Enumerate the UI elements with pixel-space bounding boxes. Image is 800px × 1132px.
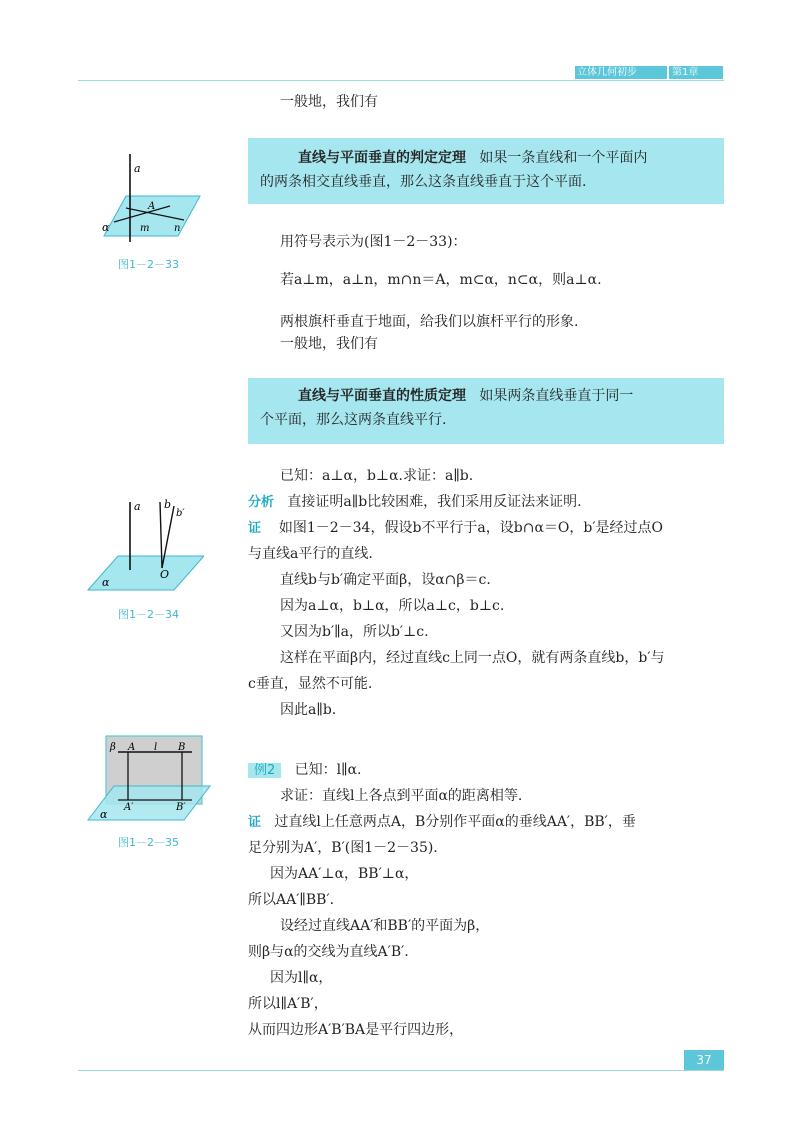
example-2-proof-label: 证 [248, 815, 262, 830]
label-beta: β [110, 742, 116, 753]
label-O: O [160, 568, 170, 581]
figure-1-2-33-caption: 图1－2－33 [118, 258, 179, 271]
label-l: l [154, 742, 158, 753]
theorem-2-title: 直线与平面垂直的性质定理 [298, 388, 466, 404]
example-2-badge: 例2 [248, 763, 281, 778]
label-B-prime: B′ [176, 802, 186, 813]
theorem-1-text: 如果一条直线和一个平面内 [479, 150, 648, 166]
symbols-intro: 用符号表示为(图1－2－33)： [280, 234, 467, 250]
intro-text-2: 一般地，我们有 [280, 336, 378, 352]
theorem-2-text: 如果两条直线垂直于同一 [479, 388, 634, 404]
proof-text-1: 如图1－2－34，假设b不平行于a，设b∩α＝O，b′是经过点O [278, 520, 664, 536]
footer-rule [78, 1070, 724, 1071]
example-2-line-6: 则β与α的交线为直线A′B′. [248, 944, 409, 960]
figure-1-2-33 [84, 150, 204, 250]
header-separator [667, 66, 669, 79]
theorem-1-line2: 的两条相交直线垂直，那么这条直线垂直于这个平面. [260, 174, 587, 190]
proof-line-4: 因为a⊥α，b⊥α，所以a⊥c，b⊥c. [280, 598, 505, 614]
example-2-text-1: 过直线l上任意两点A，B分别作平面α的垂线AA′，BB′，垂 [274, 814, 636, 830]
label-b-prime: b′ [176, 508, 185, 519]
proof-line-7: c垂直，显然不可能. [248, 676, 373, 692]
proof-line-3: 直线b与b′确定平面β，设α∩β＝c. [280, 572, 491, 588]
theorem-1-title: 直线与平面垂直的判定定理 [298, 150, 466, 166]
example-2-claim: 求证：直线l上各点到平面α的距离相等. [280, 788, 523, 804]
example-2-line-5: 设经过直线AA′和BB′的平面为β， [280, 918, 490, 934]
theorem-1-line1 [298, 148, 647, 168]
example-2-line-1 [248, 812, 636, 833]
label-a: a [134, 500, 141, 513]
header-chapter: 第1章 [672, 67, 699, 78]
header-section-title: 立体几何初步 [577, 67, 637, 78]
example-2-line-4: 所以AA′∥BB′. [248, 892, 335, 908]
figure-1-2-35-caption: 图1－2－35 [118, 836, 179, 849]
label-A: A [128, 742, 136, 753]
label-alpha: α [102, 221, 110, 234]
proof-given: 已知：a⊥α，b⊥α.求证：a∥b. [280, 468, 474, 484]
figure-1-2-34 [84, 494, 204, 594]
example-2-line-7: 因为l∥α， [270, 970, 333, 986]
proof-line-8: 因此a∥b. [280, 702, 337, 718]
label-a: a [134, 162, 141, 175]
symbols-line: 若a⊥m，a⊥n，m∩n＝A，m⊂α，n⊂α，则a⊥α. [280, 272, 602, 288]
theorem-2-line1 [298, 386, 633, 406]
page-number: 37 [684, 1050, 724, 1070]
theorem-box-2 [248, 378, 724, 444]
label-alpha: α [100, 808, 108, 821]
theorem-box-1 [248, 138, 724, 204]
example-2-line-2: 足分别为A′，B′(图1－2－35). [248, 840, 438, 856]
figure-1-2-34-caption: 图1－2－34 [118, 608, 179, 621]
intro-text-1: 一般地，我们有 [280, 94, 378, 110]
label-b: b [164, 498, 172, 511]
proof-line-2: 与直线a平行的直线. [248, 546, 373, 562]
label-alpha: α [102, 576, 110, 589]
example-2-line-3: 因为AA′⊥α，BB′⊥α， [270, 866, 419, 882]
theorem-2-line2: 个平面，那么这两条直线平行. [260, 412, 447, 428]
label-A-prime: A′ [124, 802, 134, 813]
analysis-label: 分析 [248, 495, 275, 510]
figure-1-2-35 [84, 734, 214, 824]
header-rule [78, 80, 724, 81]
proof-line-6: 这样在平面β内，经过直线c上同一点O，就有两条直线b，b′与 [280, 650, 665, 666]
example-2-line-9: 从而四边形A′B′BA是平行四边形， [248, 1022, 464, 1038]
label-A: A [148, 201, 156, 212]
example-2-given: 已知：l∥α. [294, 762, 362, 778]
flagpole-text: 两根旗杆垂直于地面，给我们以旗杆平行的形象. [280, 314, 579, 330]
analysis-line [248, 492, 582, 513]
proof-label: 证 [248, 521, 262, 536]
proof-line-5: 又因为b′∥a，所以b′⊥c. [280, 624, 429, 640]
analysis-text: 直接证明a∥b比较困难，我们采用反证法来证明. [287, 494, 582, 510]
example-2-line [248, 760, 362, 781]
label-m: m [140, 223, 150, 234]
example-2-line-8: 所以l∥A′B′， [248, 996, 328, 1012]
label-n: n [174, 223, 181, 234]
proof-line-1 [248, 518, 663, 539]
label-B: B [178, 742, 186, 753]
